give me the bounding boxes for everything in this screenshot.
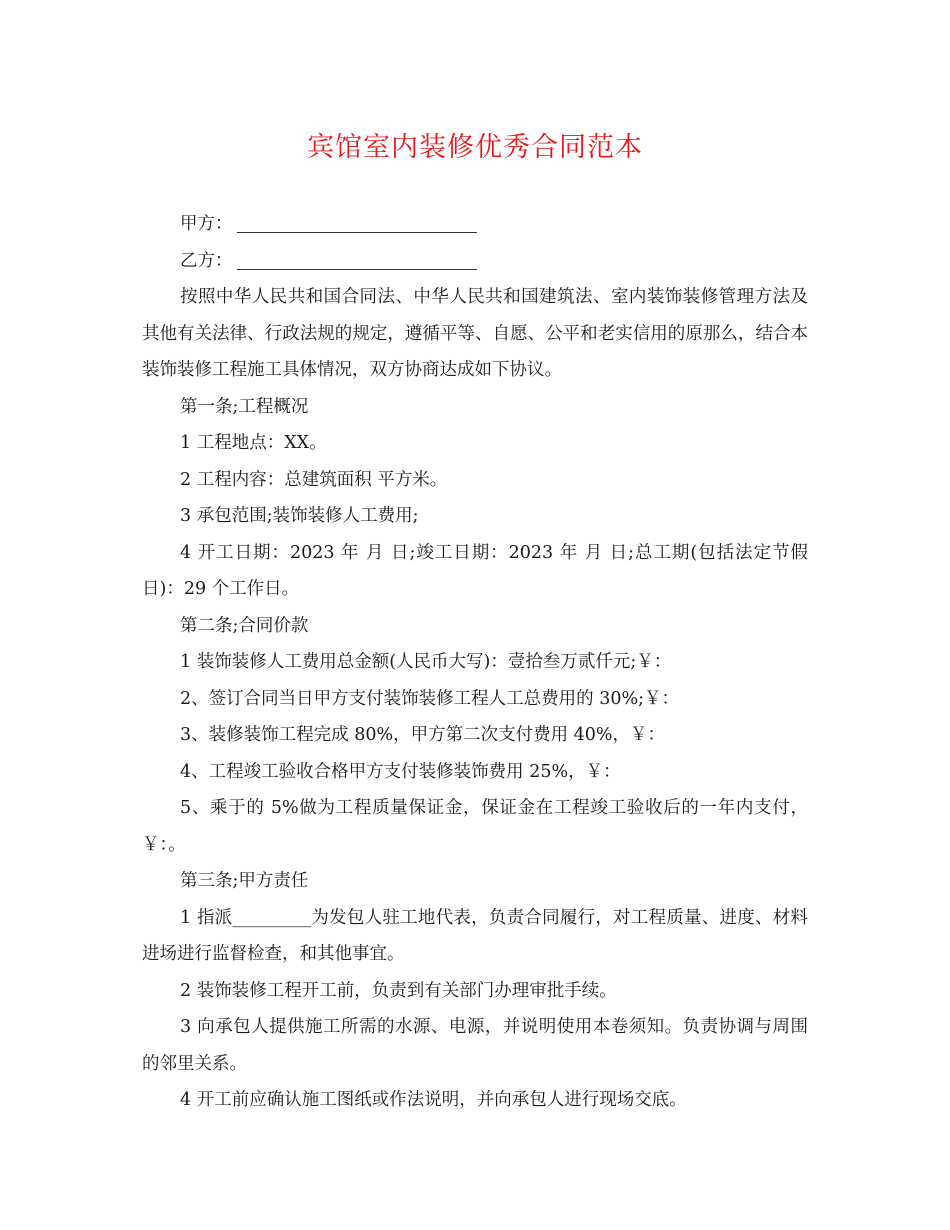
clause-item: 2、签订合同当日甲方支付装饰装修工程人工总费用的 30%;￥： [180, 688, 679, 709]
party-a-label: 甲方： [180, 214, 233, 234]
party-b-label: 乙方： [180, 250, 233, 271]
clause-item: 3 承包范围;装饰装修人工费用; [180, 506, 419, 526]
party-a-blank [237, 212, 477, 233]
section-heading-1: 第一条;工程概况 [180, 396, 309, 417]
party-b-blank [237, 249, 477, 270]
clause-item: 4 开工日期：2023 年 月 日;竣工日期：2023 年 月 日;总工期(包括法定节假日)：29 个工作日。 [142, 542, 808, 599]
clause-item: 3 向承包人提供施工所需的水源、电源，并说明使用本卷须知。负责协调与周围的邻里关系。 [142, 1017, 808, 1074]
section-heading-2: 第二条;合同价款 [180, 615, 309, 636]
document-title: 宾馆室内装修优秀合同范本 [307, 132, 643, 163]
clause-item: 5、乘于的 5%做为工程质量保证金，保证金在工程竣工验收后的一年内支付，￥：。 [142, 798, 808, 855]
clause-item: 3、装修装饰工程完成 80%，甲方第二次支付费用 40%，￥： [180, 725, 666, 745]
paragraph-intro: 按照中华人民共和国合同法、中华人民共和国建筑法、室内装饰装修管理方法及其他有关法律、行政法规的规定，遵循平等、自愿、公平和老实信用的原那么，结合本装饰装修工程施工具体情况，双方协商达成如下协议。 [142, 287, 808, 380]
clause-item: 4、工程竣工验收合格甲方支付装修装饰费用 25%，￥： [180, 761, 621, 782]
clause-item: 4 开工前应确认施工图纸或作法说明，并向承包人进行现场交底。 [180, 1090, 687, 1110]
clause-item: 2 装饰装修工程开工前，负责到有关部门办理审批手续。 [180, 980, 617, 1001]
clause-item: 1 工程地点：XX。 [180, 433, 327, 453]
clause-item: 1 指派_________为发包人驻工地代表，负责合同履行，对工程质量、进度、材料进场进行监督检查，和其他事宜。 [142, 907, 808, 964]
party-a-line [142, 206, 808, 243]
document-body [142, 206, 808, 1119]
party-b-line [142, 243, 808, 280]
clause-item: 2 工程内容：总建筑面积 平方米。 [180, 469, 448, 490]
section-heading-3: 第三条;甲方责任 [180, 871, 309, 891]
clause-item: 1 装饰装修人工费用总金额(人民币大写)：壹拾叁万贰仟元;￥： [180, 652, 672, 672]
